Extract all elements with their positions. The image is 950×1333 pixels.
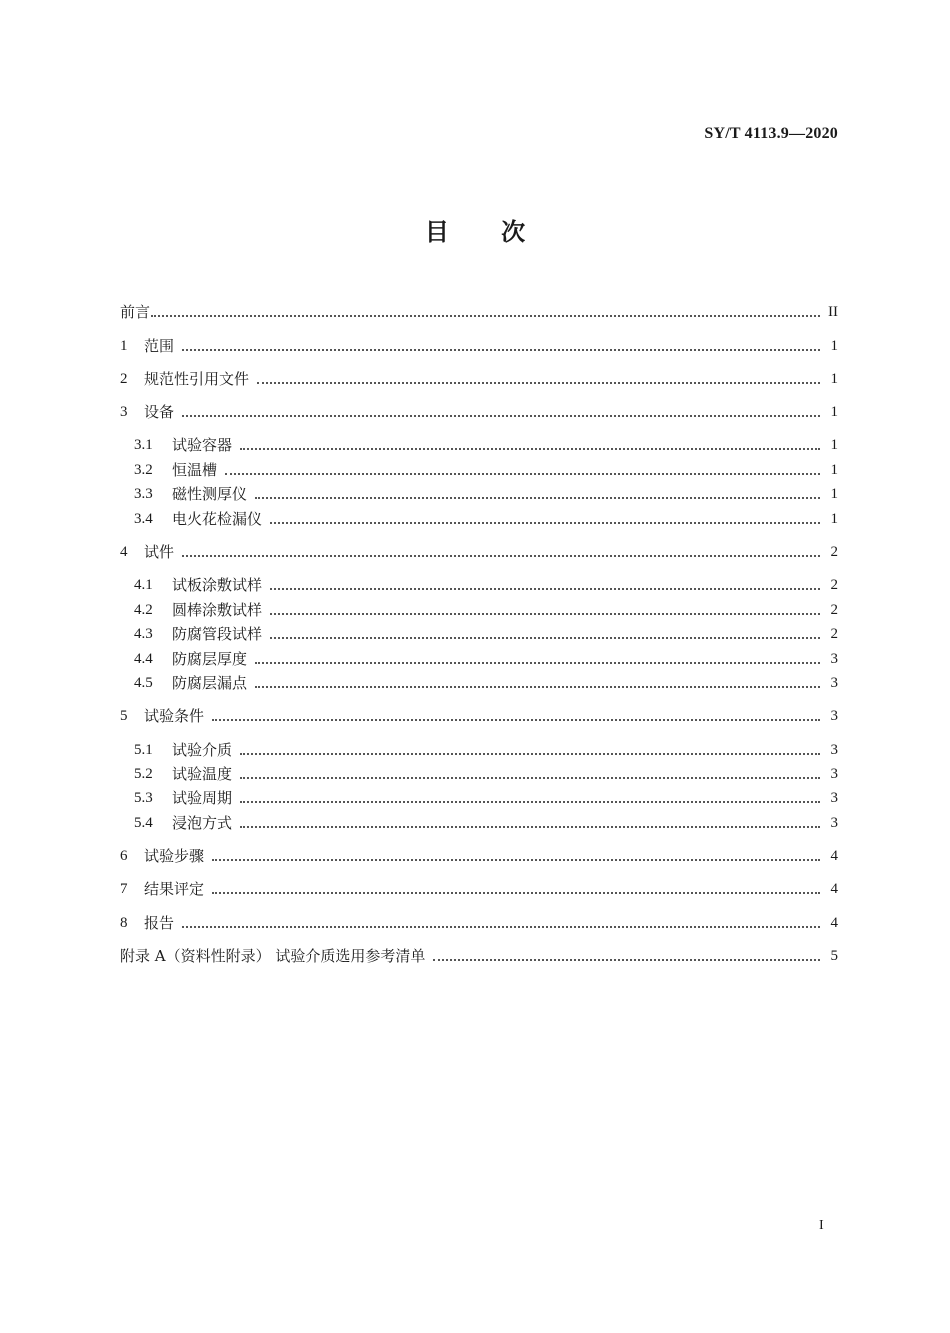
dot-leader xyxy=(255,662,820,664)
dot-leader xyxy=(255,686,820,688)
dot-leader xyxy=(240,801,820,803)
toc-entry[interactable] xyxy=(120,369,838,389)
dot-leader xyxy=(255,497,820,499)
toc-entry-label: 防腐层厚度 xyxy=(172,650,248,668)
toc-entry[interactable] xyxy=(120,302,838,322)
dot-leader xyxy=(182,555,820,557)
toc-entry[interactable] xyxy=(134,813,838,833)
toc-entry[interactable] xyxy=(134,600,838,620)
toc-entry-page: 2 xyxy=(830,626,838,642)
toc-entry-number: 5.3 xyxy=(134,790,153,806)
toc-entry[interactable] xyxy=(134,673,838,693)
toc-entry-number: 3.4 xyxy=(134,511,153,527)
toc-entry-number: 5 xyxy=(120,708,128,724)
toc-entry-page: 3 xyxy=(830,790,838,806)
dot-leader xyxy=(212,719,820,721)
toc-entry[interactable] xyxy=(134,460,838,480)
toc-entry-page: 3 xyxy=(830,742,838,758)
toc-entry-number: 4.1 xyxy=(134,577,153,593)
toc-entry[interactable] xyxy=(120,879,838,899)
toc-entry-number: 3 xyxy=(120,404,128,420)
toc-entry-label: 设备 xyxy=(144,403,175,421)
dot-leader xyxy=(257,382,820,384)
toc-entry-number: 2 xyxy=(120,371,128,387)
toc-entry-label: 试验容器 xyxy=(172,436,233,454)
toc-entry-label: 磁性测厚仪 xyxy=(172,485,248,503)
toc-entry-page: 1 xyxy=(830,486,838,502)
toc-entry[interactable] xyxy=(120,706,838,726)
toc-entry-label: 试板涂敷试样 xyxy=(172,576,263,594)
dot-leader xyxy=(270,637,820,639)
toc-entry-label: 试验温度 xyxy=(172,765,233,783)
toc-entry-label: 结果评定 xyxy=(144,880,205,898)
toc-entry-page: 1 xyxy=(830,511,838,527)
toc-entry-label: 前言 xyxy=(120,303,151,321)
toc-entry[interactable] xyxy=(134,764,838,784)
toc-entry[interactable] xyxy=(120,336,838,356)
toc-entry-label: 电火花检漏仪 xyxy=(172,510,263,528)
toc-entry-number: 5.4 xyxy=(134,815,153,831)
toc-entry-page: II xyxy=(828,304,838,320)
toc-entry-label: 试件 xyxy=(144,543,175,561)
toc-entry-label: 试验周期 xyxy=(172,789,233,807)
toc-entry-label: 防腐管段试样 xyxy=(172,625,263,643)
dot-leader xyxy=(240,753,820,755)
toc-entry[interactable] xyxy=(134,649,838,669)
toc-entry-label: 规范性引用文件 xyxy=(144,370,250,388)
toc-entry-number: 5.2 xyxy=(134,766,153,782)
toc-entry-label: 防腐层漏点 xyxy=(172,674,248,692)
toc-entry-page: 1 xyxy=(830,338,838,354)
dot-leader xyxy=(225,473,820,475)
toc-entry[interactable] xyxy=(120,402,838,422)
dot-leader xyxy=(270,522,820,524)
dot-leader xyxy=(433,959,820,961)
toc-entry[interactable] xyxy=(134,788,838,808)
page-title: 目 次 xyxy=(424,218,526,246)
toc-entry[interactable] xyxy=(134,575,838,595)
toc-entry-page: 5 xyxy=(830,948,838,964)
toc-entry-label: 浸泡方式 xyxy=(172,814,233,832)
toc-entry-number: 1 xyxy=(120,338,128,354)
toc-entry-label: 试验步骤 xyxy=(144,847,205,865)
standard-code: SY/T 4113.9—2020 xyxy=(704,125,838,142)
toc-entry-number: 4.2 xyxy=(134,602,153,618)
toc-entry-label: 试验介质 xyxy=(172,741,233,759)
toc-entry-page: 2 xyxy=(830,577,838,593)
toc-entry-number: 6 xyxy=(120,848,128,864)
toc-entry-page: 4 xyxy=(830,881,838,897)
dot-leader xyxy=(240,777,820,779)
toc-entry[interactable] xyxy=(134,435,838,455)
toc-entry-page: 2 xyxy=(830,602,838,618)
toc-entry-page: 3 xyxy=(830,766,838,782)
toc-entry-page: 3 xyxy=(830,815,838,831)
dot-leader xyxy=(270,588,820,590)
toc-entry[interactable] xyxy=(134,509,838,529)
toc-entry-label: 报告 xyxy=(144,914,175,932)
dot-leader xyxy=(240,826,820,828)
dot-leader xyxy=(212,892,820,894)
toc-entry-label: 附录 A（资料性附录） 试验介质选用参考清单 xyxy=(120,947,426,965)
toc-entry-page: 3 xyxy=(830,651,838,667)
toc-entry-number: 3.1 xyxy=(134,437,153,453)
toc-entry-number: 3.2 xyxy=(134,462,153,478)
dot-leader xyxy=(240,448,820,450)
toc-entry-label: 恒温槽 xyxy=(172,461,218,479)
toc-entry-number: 4.4 xyxy=(134,651,153,667)
toc-entry-number: 7 xyxy=(120,881,128,897)
toc-entry-page: 4 xyxy=(830,915,838,931)
toc-entry-number: 5.1 xyxy=(134,742,153,758)
toc-entry-page: 1 xyxy=(830,371,838,387)
toc-entry-label: 范围 xyxy=(144,337,175,355)
toc-entry-label: 圆棒涂敷试样 xyxy=(172,601,263,619)
toc-entry-page: 4 xyxy=(830,848,838,864)
toc-entry[interactable] xyxy=(120,542,838,562)
dot-leader xyxy=(212,859,820,861)
dot-leader xyxy=(182,926,820,928)
dot-leader xyxy=(182,349,820,351)
toc-entry-number: 4.5 xyxy=(134,675,153,691)
toc-entry-label: 试验条件 xyxy=(144,707,205,725)
toc-entry[interactable] xyxy=(120,946,838,966)
toc-entry[interactable] xyxy=(120,913,838,933)
toc-entry-page: 3 xyxy=(830,708,838,724)
toc-entry-page: 2 xyxy=(830,544,838,560)
page-number: I xyxy=(819,1218,824,1233)
dot-leader xyxy=(270,613,820,615)
toc-entry-number: 8 xyxy=(120,915,128,931)
toc-entry-number: 4 xyxy=(120,544,128,560)
toc-entry-page: 3 xyxy=(830,675,838,691)
toc-entry[interactable] xyxy=(134,624,838,644)
toc-entry[interactable] xyxy=(120,846,838,866)
dot-leader xyxy=(151,315,820,317)
toc-entry[interactable] xyxy=(134,740,838,760)
dot-leader xyxy=(182,415,820,417)
toc-entry-page: 1 xyxy=(830,462,838,478)
toc-entry-number: 3.3 xyxy=(134,486,153,502)
toc-entry-number: 4.3 xyxy=(134,626,153,642)
toc-entry-page: 1 xyxy=(830,437,838,453)
toc-entry-page: 1 xyxy=(830,404,838,420)
toc-entry[interactable] xyxy=(134,484,838,504)
